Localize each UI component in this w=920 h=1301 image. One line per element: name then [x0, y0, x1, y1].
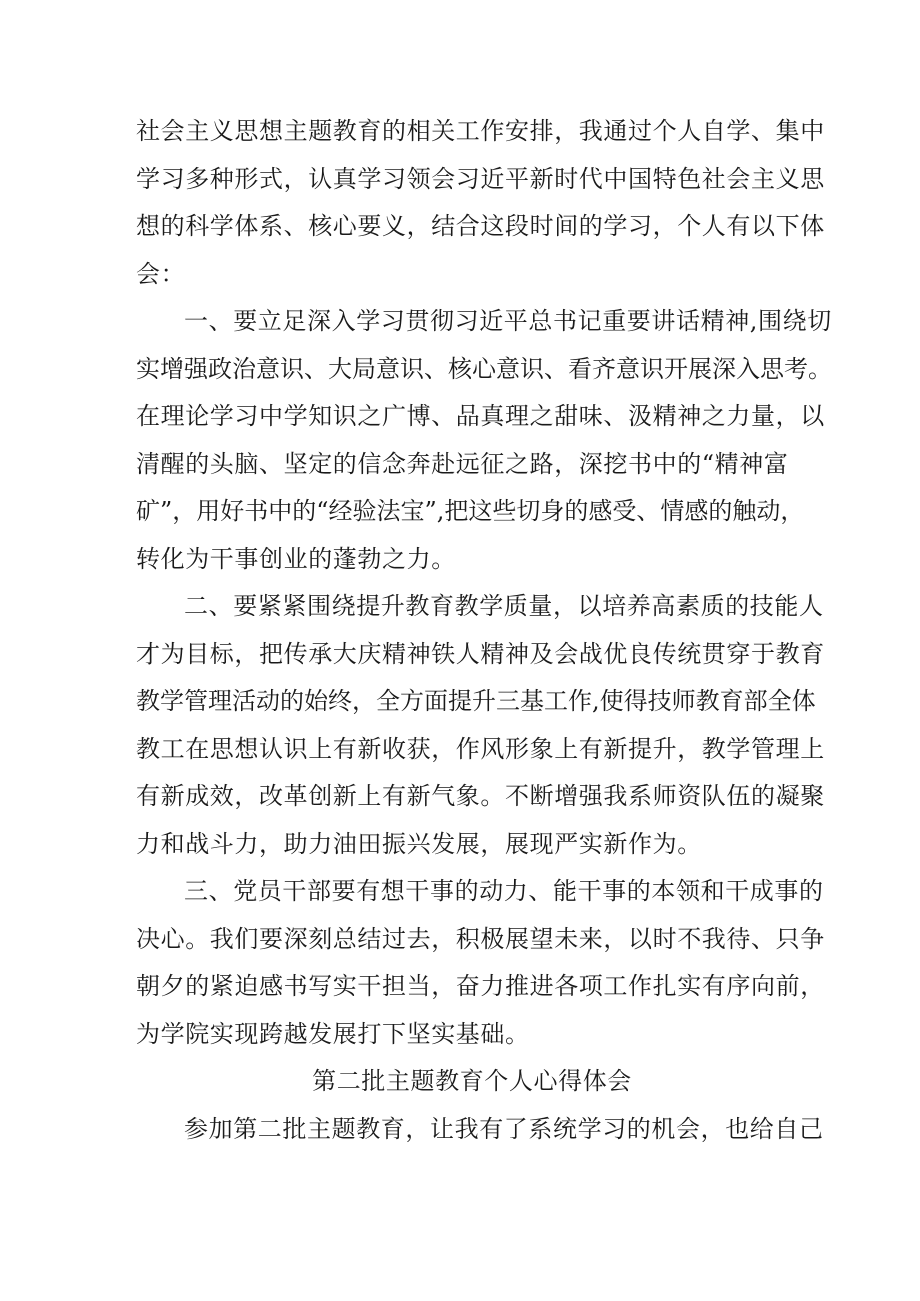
text-line: 教学管理活动的始终，全方面提升三基工作,使得技师教育部全体: [136, 687, 816, 715]
paragraph-1-start: 一、要立足深入学习贯彻习近平总书记重要讲话精神,围绕切: [184, 307, 832, 335]
paragraph-2-start: 二、要紧紧围绕提升教育教学质量，以培养高素质的技能人: [184, 592, 824, 620]
text-line: 学习多种形式，认真学习领会习近平新时代中国特色社会主义思: [136, 164, 825, 193]
text-line: 朝夕的紧迫感书写实干担当，奋力推进各项工作扎实有序向前，: [136, 972, 825, 1000]
text-line: 决心。我们要深刻总结过去，积极展望未来，以时不我待、只争: [136, 924, 825, 953]
text-line: 有新成效，改革创新上有新气象。不断增强我系师资队伍的凝聚: [136, 782, 825, 810]
text-line: 社会主义思想主题教育的相关工作安排，我通过个人自学、集中: [136, 117, 825, 145]
text-line: 力和战斗力，助力油田振兴发展，展现严实新作为。: [136, 829, 702, 858]
text-line: 才为目标，把传承大庆精神铁人精神及会战优良传统贯穿于教育: [136, 639, 825, 668]
text-line: 转化为干事创业的蓬勃之力。: [136, 544, 456, 573]
document-body: [136, 108, 832, 1153]
text-line: 教工在思想认识上有新收获，作风形象上有新提升，教学管理上: [136, 734, 825, 763]
text-line: 想的科学体系、核心要义，结合这段时间的学习，个人有以下体: [136, 212, 825, 240]
text-line: 为学院实现跨越发展打下坚实基础。: [136, 1019, 530, 1048]
text-line: 会：: [136, 259, 186, 288]
text-line: 在理论学习中学知识之广博、品真理之甜味、汲精神之力量，以: [136, 402, 825, 430]
section-title: 第二批主题教育个人心得体会: [312, 1067, 632, 1095]
paragraph-4-start: 参加第二批主题教育，让我有了系统学习的机会，也给自己: [184, 1114, 824, 1143]
text-line: 清醒的头脑、坚定的信念奔赴远征之路，深挖书中的“精神富: [136, 449, 789, 478]
paragraph-3-start: 三、党员干部要有想干事的动力、能干事的本领和干成事的: [184, 877, 824, 905]
text-line: 实增强政治意识、大局意识、核心意识、看齐意识开展深入思考。: [136, 354, 832, 383]
text-line: 矿”，用好书中的“经验法宝”,把这些切身的感受、情感的触动，: [136, 497, 805, 525]
